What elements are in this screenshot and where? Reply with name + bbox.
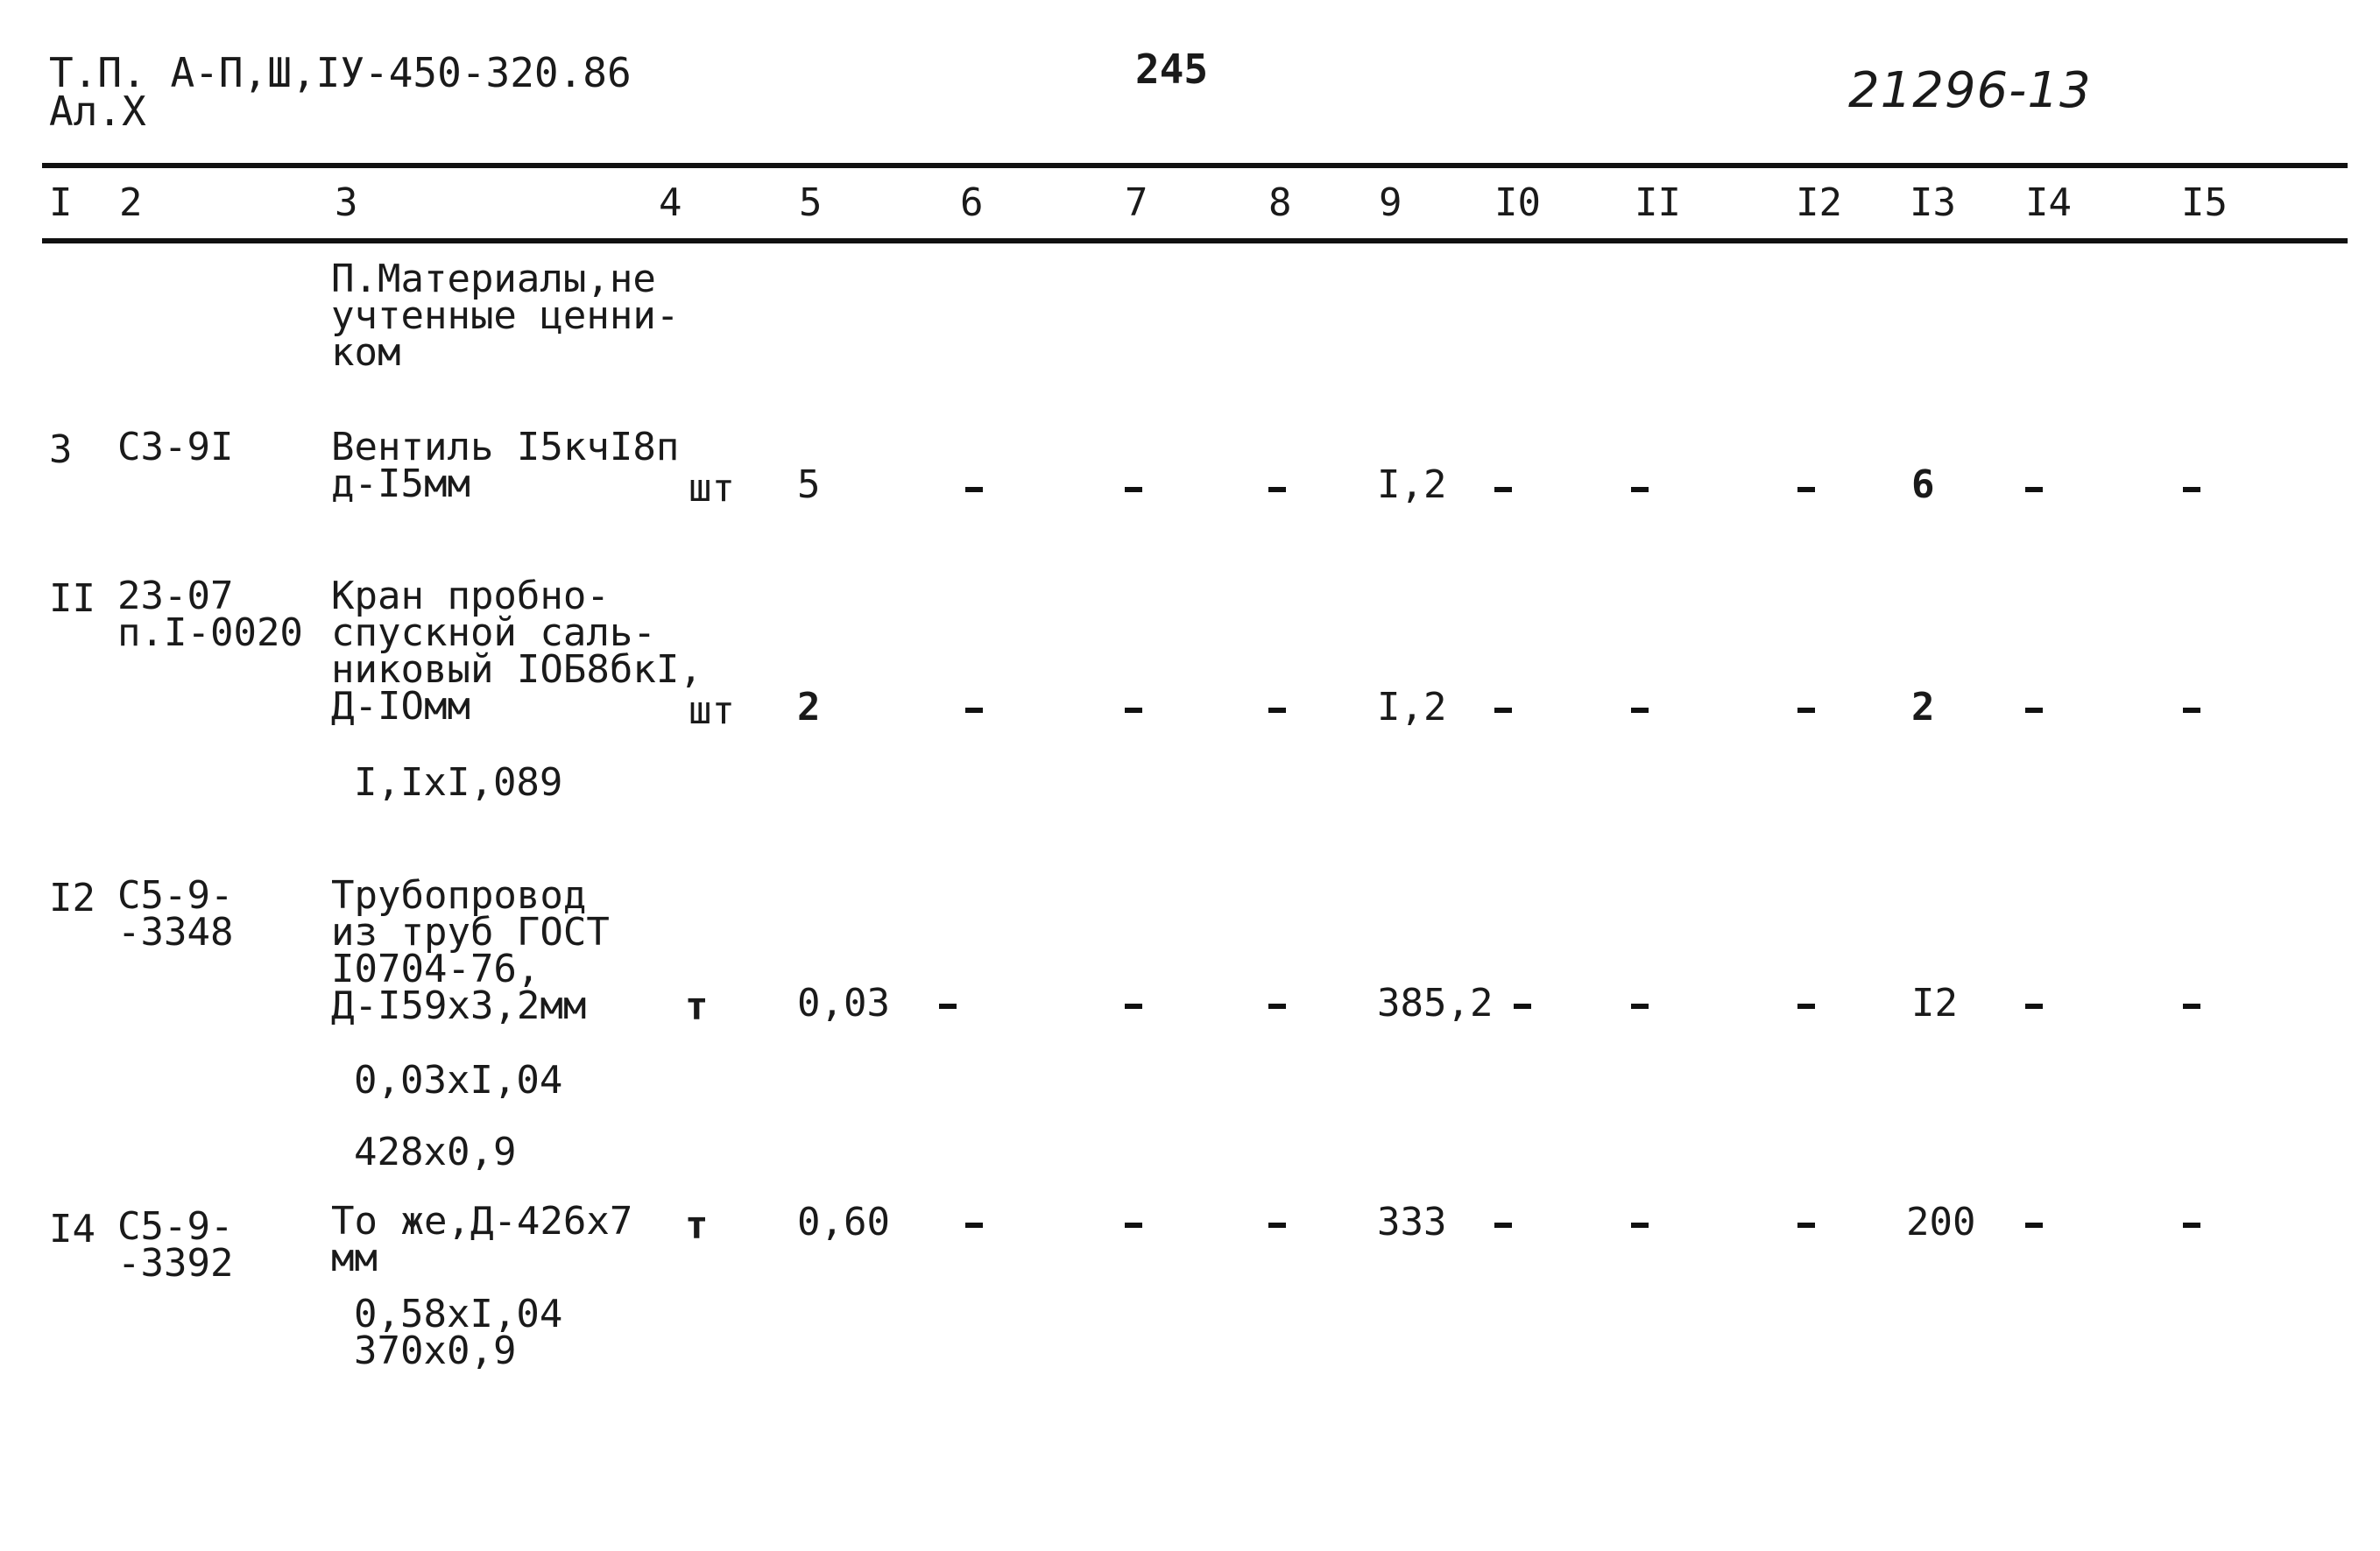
row-name: Трубопровод из труб ГОСТ I0704-76, Д-I59х3,2мм xyxy=(331,873,610,1028)
column-header: I4 xyxy=(2025,180,2072,225)
row-col9: I,2 xyxy=(1377,685,1447,730)
column-header: 2 xyxy=(119,180,143,225)
row-code: С5-9- -3392 xyxy=(117,1204,234,1286)
row-col13: 6 xyxy=(1911,462,1935,507)
dash-mark xyxy=(939,1004,957,1009)
dash-mark xyxy=(1494,708,1512,713)
row-number: II xyxy=(49,576,95,621)
row-note: I,IxI,089 xyxy=(354,760,563,805)
row-quantity: 5 xyxy=(797,462,821,507)
row-col9: 385,2 xyxy=(1377,981,1494,1026)
dash-mark xyxy=(1797,708,1815,713)
dash-mark xyxy=(1125,708,1142,713)
dash-mark xyxy=(1631,487,1649,492)
row-quantity: 2 xyxy=(797,685,821,730)
dash-mark xyxy=(1268,1223,1286,1228)
archive-number: 21296-13 xyxy=(1848,62,2092,119)
column-header: 4 xyxy=(659,180,682,225)
row-col9: 333 xyxy=(1377,1200,1447,1244)
dash-mark xyxy=(1631,708,1649,713)
column-header: 5 xyxy=(799,180,823,225)
dash-mark xyxy=(965,487,983,492)
dash-mark xyxy=(1268,1004,1286,1009)
dash-mark xyxy=(1494,487,1512,492)
dash-mark xyxy=(1797,1004,1815,1009)
column-header: I2 xyxy=(1796,180,1842,225)
column-header: II xyxy=(1635,180,1681,225)
row-code: 23-07 п.I-0020 xyxy=(117,574,303,655)
doc-code-line2: Ал.Х xyxy=(49,88,146,135)
column-header: 3 xyxy=(335,180,358,225)
row-quantity: 0,60 xyxy=(797,1200,890,1244)
column-header: I5 xyxy=(2181,180,2228,225)
row-name: Кран пробно- спускной саль- никовый IОБ8бкI, Д-IОмм xyxy=(331,574,703,729)
row-note: 0,58хI,04 370х0,9 xyxy=(354,1292,563,1373)
row-number: I2 xyxy=(49,876,95,920)
column-header: I0 xyxy=(1494,180,1541,225)
dash-mark xyxy=(2025,1223,2043,1228)
dash-mark xyxy=(1494,1223,1512,1228)
row-name: Вентиль I5кчI8п д-I5мм xyxy=(331,425,680,506)
row-col13: 2 xyxy=(1911,685,1935,730)
dash-mark xyxy=(1125,1223,1142,1228)
row-note: 428х0,9 xyxy=(354,1130,517,1174)
row-unit: шт xyxy=(689,688,735,733)
column-header: I3 xyxy=(1910,180,1956,225)
dash-mark xyxy=(965,1223,983,1228)
section-title: П.Материалы,не учтенные ценни- ком xyxy=(331,257,680,375)
table-header-rule xyxy=(42,238,2348,243)
dash-mark xyxy=(2025,487,2043,492)
column-header: 7 xyxy=(1125,180,1148,225)
row-number: 3 xyxy=(49,427,73,472)
dash-mark xyxy=(1125,487,1142,492)
row-col13: 200 xyxy=(1906,1200,1976,1244)
row-col9: I,2 xyxy=(1377,462,1447,507)
row-number: I4 xyxy=(49,1207,95,1251)
row-name: То же,Д-426х7 мм xyxy=(331,1199,633,1280)
row-unit: т xyxy=(685,984,709,1029)
dash-mark xyxy=(2183,487,2200,492)
dash-mark xyxy=(1631,1004,1649,1009)
row-code: С5-9- -3348 xyxy=(117,873,234,955)
table-top-rule xyxy=(42,163,2348,168)
dash-mark xyxy=(2183,708,2200,713)
dash-mark xyxy=(1797,1223,1815,1228)
row-unit: шт xyxy=(689,466,735,511)
doc-code-line1: Т.П. А-П,Ш,IУ-450-320.86 xyxy=(49,49,632,96)
dash-mark xyxy=(2183,1223,2200,1228)
dash-mark xyxy=(2183,1004,2200,1009)
dash-mark xyxy=(1268,487,1286,492)
dash-mark xyxy=(1631,1223,1649,1228)
column-header: 6 xyxy=(960,180,984,225)
dash-mark xyxy=(1797,487,1815,492)
row-unit: т xyxy=(685,1203,709,1248)
row-quantity: 0,03 xyxy=(797,981,890,1026)
column-header: 8 xyxy=(1268,180,1292,225)
dash-mark xyxy=(2025,708,2043,713)
column-header: 9 xyxy=(1379,180,1402,225)
page-number: 245 xyxy=(1135,46,1209,93)
row-code: С3-9I xyxy=(117,425,234,469)
column-header: I xyxy=(49,180,73,225)
row-note: 0,03хI,04 xyxy=(354,1058,563,1103)
dash-mark xyxy=(1268,708,1286,713)
row-col13: I2 xyxy=(1911,981,1958,1026)
dash-mark xyxy=(965,708,983,713)
dash-mark xyxy=(1125,1004,1142,1009)
dash-mark xyxy=(2025,1004,2043,1009)
dash-mark xyxy=(1514,1004,1531,1009)
